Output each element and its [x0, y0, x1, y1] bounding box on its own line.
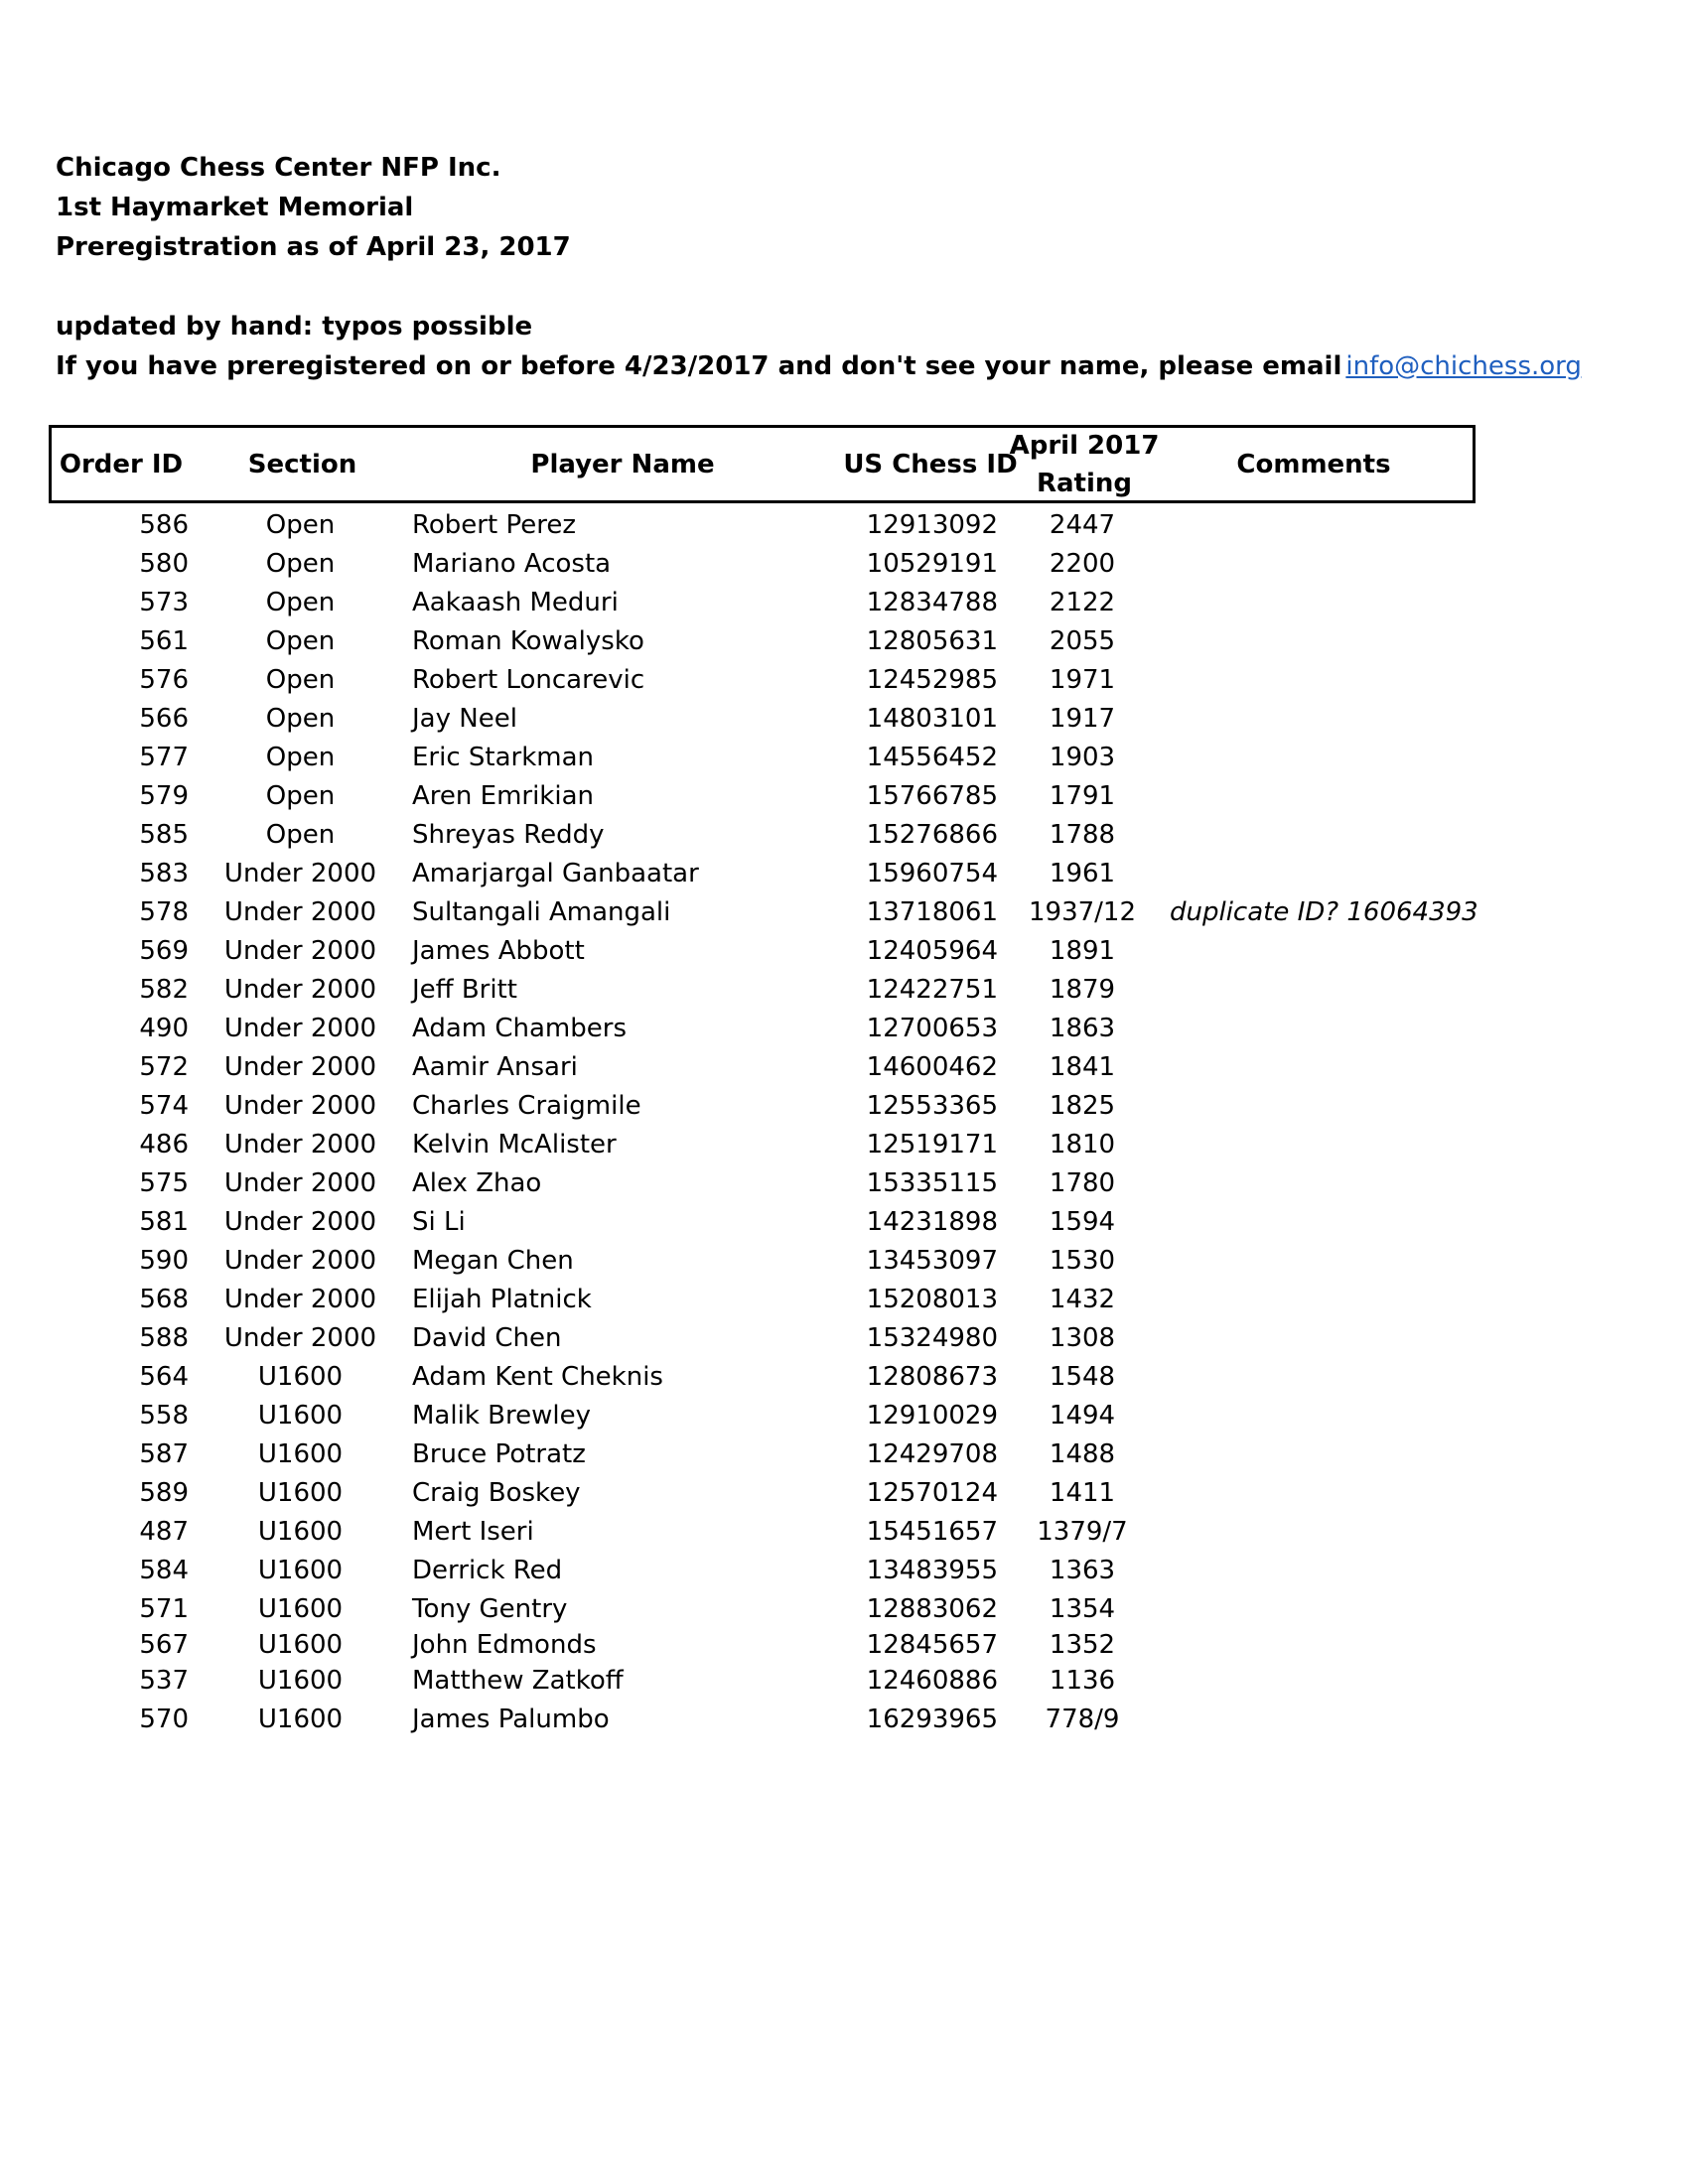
player-name-cell: James Palumbo — [412, 1705, 610, 1734]
rating-cell: 1971 — [1049, 665, 1116, 695]
org-name: Chicago Chess Center NFP Inc. — [56, 153, 501, 183]
section-cell: U1600 — [257, 1630, 344, 1660]
rating-cell: 1791 — [1049, 781, 1116, 811]
order-id-cell: 567 — [139, 1630, 189, 1660]
us-chess-id-cell: 12700653 — [866, 1014, 998, 1043]
us-chess-id-cell: 15208013 — [866, 1285, 998, 1314]
column-header-order-id: Order ID — [59, 449, 184, 479]
email-link[interactable]: info@chichess.org — [1345, 351, 1582, 381]
table-row — [0, 1010, 1688, 1047]
rating-cell: 1788 — [1049, 820, 1116, 850]
player-name-cell: Alex Zhao — [412, 1168, 542, 1198]
rating-cell: 1891 — [1049, 936, 1116, 966]
player-name-cell: Megan Chen — [412, 1246, 574, 1276]
order-id-cell: 572 — [139, 1052, 189, 1082]
column-header-player-name: Player Name — [530, 449, 715, 479]
table-row — [0, 506, 1688, 544]
rating-cell: 1411 — [1049, 1478, 1116, 1508]
us-chess-id-cell: 15335115 — [866, 1168, 998, 1198]
rating-cell: 1488 — [1049, 1439, 1116, 1469]
order-id-cell: 571 — [139, 1594, 189, 1624]
table-row — [0, 971, 1688, 1009]
section-cell: Under 2000 — [223, 936, 377, 966]
us-chess-id-cell: 12808673 — [866, 1362, 998, 1392]
rating-cell: 2055 — [1049, 626, 1116, 656]
table-row — [0, 1435, 1688, 1473]
us-chess-id-cell: 12913092 — [866, 510, 998, 540]
player-name-cell: James Abbott — [412, 936, 585, 966]
section-cell: Under 2000 — [223, 1052, 377, 1082]
rating-cell: 778/9 — [1045, 1705, 1120, 1734]
table-row — [0, 1164, 1688, 1202]
player-name-cell: Derrick Red — [412, 1556, 563, 1585]
table-row — [0, 1358, 1688, 1396]
order-id-cell: 574 — [139, 1091, 189, 1121]
section-cell: U1600 — [257, 1666, 344, 1696]
player-name-cell: Shreyas Reddy — [412, 820, 605, 850]
table-row — [0, 700, 1688, 738]
preregistration-date: Preregistration as of April 23, 2017 — [56, 232, 571, 262]
order-id-cell: 486 — [139, 1130, 189, 1160]
rating-cell: 1961 — [1049, 859, 1116, 888]
order-id-cell: 573 — [139, 588, 189, 617]
player-name-cell: Aamir Ansari — [412, 1052, 578, 1082]
table-row — [0, 1048, 1688, 1086]
order-id-cell: 583 — [139, 859, 189, 888]
player-name-cell: Eric Starkman — [412, 743, 595, 772]
order-id-cell: 579 — [139, 781, 189, 811]
player-name-cell: Amarjargal Ganbaatar — [412, 859, 699, 888]
table-header — [49, 425, 1476, 503]
rating-header-line2: Rating — [1036, 468, 1133, 498]
table-row — [0, 1397, 1688, 1434]
section-cell: U1600 — [257, 1362, 344, 1392]
rating-cell: 1548 — [1049, 1362, 1116, 1392]
player-name-cell: Jeff Britt — [412, 975, 517, 1005]
contact-text: If you have preregistered on or before 4/23/2017 and don't see your name, please email — [56, 351, 1342, 381]
section-cell: Open — [265, 820, 336, 850]
us-chess-id-cell: 12570124 — [866, 1478, 998, 1508]
rating-cell: 1810 — [1049, 1130, 1116, 1160]
rating-cell: 1308 — [1049, 1323, 1116, 1353]
section-cell: Under 2000 — [223, 1168, 377, 1198]
player-name-cell: Craig Boskey — [412, 1478, 581, 1508]
player-name-cell: Si Li — [412, 1207, 466, 1237]
us-chess-id-cell: 12910029 — [866, 1401, 998, 1431]
rating-cell: 1379/7 — [1037, 1517, 1128, 1547]
us-chess-id-cell: 15324980 — [866, 1323, 998, 1353]
order-id-cell: 537 — [139, 1666, 189, 1696]
rating-cell: 1494 — [1049, 1401, 1116, 1431]
table-row — [0, 584, 1688, 621]
section-cell: Open — [265, 704, 336, 734]
section-cell: Under 2000 — [223, 1285, 377, 1314]
us-chess-id-cell: 12553365 — [866, 1091, 998, 1121]
order-id-cell: 585 — [139, 820, 189, 850]
player-name-cell: David Chen — [412, 1323, 562, 1353]
order-id-cell: 564 — [139, 1362, 189, 1392]
order-id-cell: 561 — [139, 626, 189, 656]
table-row — [0, 661, 1688, 699]
rating-cell: 1354 — [1049, 1594, 1116, 1624]
section-cell: Under 2000 — [223, 1014, 377, 1043]
order-id-cell: 490 — [139, 1014, 189, 1043]
column-header-rating — [1009, 428, 1160, 500]
section-cell: U1600 — [257, 1594, 344, 1624]
section-cell: Open — [265, 510, 336, 540]
section-cell: Under 2000 — [223, 1207, 377, 1237]
table-row — [0, 739, 1688, 776]
section-cell: Open — [265, 781, 336, 811]
player-name-cell: Roman Kowalysko — [412, 626, 644, 656]
us-chess-id-cell: 13483955 — [866, 1556, 998, 1585]
comment-cell: duplicate ID? 16064393 — [1170, 897, 1478, 927]
table-row — [0, 1626, 1688, 1664]
column-header-comments: Comments — [1236, 449, 1391, 479]
table-row — [0, 1087, 1688, 1125]
rating-cell: 2447 — [1049, 510, 1116, 540]
us-chess-id-cell: 14803101 — [866, 704, 998, 734]
us-chess-id-cell: 12845657 — [866, 1630, 998, 1660]
event-title: 1st Haymarket Memorial — [56, 193, 414, 222]
section-cell: U1600 — [257, 1556, 344, 1585]
us-chess-id-cell: 12834788 — [866, 588, 998, 617]
order-id-cell: 568 — [139, 1285, 189, 1314]
update-note: updated by hand: typos possible — [56, 312, 533, 341]
order-id-cell: 575 — [139, 1168, 189, 1198]
order-id-cell: 558 — [139, 1401, 189, 1431]
rating-cell: 1879 — [1049, 975, 1116, 1005]
us-chess-id-cell: 15766785 — [866, 781, 998, 811]
order-id-cell: 576 — [139, 665, 189, 695]
rating-cell: 1432 — [1049, 1285, 1116, 1314]
section-cell: Under 2000 — [223, 975, 377, 1005]
table-row — [0, 1242, 1688, 1280]
order-id-cell: 581 — [139, 1207, 189, 1237]
column-header-us-chess-id: US Chess ID — [843, 449, 1018, 479]
us-chess-id-cell: 12519171 — [866, 1130, 998, 1160]
rating-cell: 1594 — [1049, 1207, 1116, 1237]
order-id-cell: 570 — [139, 1705, 189, 1734]
section-cell: U1600 — [257, 1439, 344, 1469]
table-row — [0, 1590, 1688, 1628]
player-name-cell: Charles Craigmile — [412, 1091, 641, 1121]
order-id-cell: 589 — [139, 1478, 189, 1508]
section-cell: U1600 — [257, 1478, 344, 1508]
table-row — [0, 1474, 1688, 1512]
us-chess-id-cell: 15960754 — [866, 859, 998, 888]
order-id-cell: 578 — [139, 897, 189, 927]
table-row — [0, 1662, 1688, 1700]
order-id-cell: 588 — [139, 1323, 189, 1353]
us-chess-id-cell: 14556452 — [866, 743, 998, 772]
section-cell: Under 2000 — [223, 1091, 377, 1121]
section-cell: Under 2000 — [223, 1246, 377, 1276]
table-row — [0, 1319, 1688, 1357]
table-row — [0, 1552, 1688, 1589]
player-name-cell: Adam Chambers — [412, 1014, 627, 1043]
order-id-cell: 577 — [139, 743, 189, 772]
us-chess-id-cell: 13453097 — [866, 1246, 998, 1276]
order-id-cell: 584 — [139, 1556, 189, 1585]
player-name-cell: John Edmonds — [412, 1630, 597, 1660]
us-chess-id-cell: 12429708 — [866, 1439, 998, 1469]
player-name-cell: Jay Neel — [412, 704, 517, 734]
order-id-cell: 569 — [139, 936, 189, 966]
section-cell: Open — [265, 626, 336, 656]
us-chess-id-cell: 16293965 — [866, 1705, 998, 1734]
section-cell: U1600 — [257, 1401, 344, 1431]
table-row — [0, 622, 1688, 660]
table-row — [0, 855, 1688, 892]
us-chess-id-cell: 10529191 — [866, 549, 998, 579]
rating-cell: 1363 — [1049, 1556, 1116, 1585]
player-name-cell: Tony Gentry — [412, 1594, 568, 1624]
us-chess-id-cell: 12460886 — [866, 1666, 998, 1696]
rating-cell: 1841 — [1049, 1052, 1116, 1082]
table-row — [0, 1126, 1688, 1163]
us-chess-id-cell: 14231898 — [866, 1207, 998, 1237]
section-cell: U1600 — [257, 1517, 344, 1547]
player-name-cell: Elijah Platnick — [412, 1285, 592, 1314]
player-name-cell: Malik Brewley — [412, 1401, 591, 1431]
rating-cell: 1937/12 — [1028, 897, 1136, 927]
rating-cell: 1863 — [1049, 1014, 1116, 1043]
rating-cell: 2200 — [1049, 549, 1116, 579]
player-name-cell: Bruce Potratz — [412, 1439, 586, 1469]
player-name-cell: Adam Kent Cheknis — [412, 1362, 663, 1392]
section-cell: Under 2000 — [223, 1130, 377, 1160]
rating-cell: 1352 — [1049, 1630, 1116, 1660]
table-row — [0, 777, 1688, 815]
player-name-cell: Sultangali Amangali — [412, 897, 671, 927]
order-id-cell: 586 — [139, 510, 189, 540]
order-id-cell: 590 — [139, 1246, 189, 1276]
table-row — [0, 816, 1688, 854]
player-name-cell: Matthew Zatkoff — [412, 1666, 624, 1696]
rating-cell: 1136 — [1049, 1666, 1116, 1696]
order-id-cell: 487 — [139, 1517, 189, 1547]
us-chess-id-cell: 12805631 — [866, 626, 998, 656]
us-chess-id-cell: 12422751 — [866, 975, 998, 1005]
section-cell: U1600 — [257, 1705, 344, 1734]
section-cell: Open — [265, 665, 336, 695]
player-name-cell: Kelvin McAlister — [412, 1130, 617, 1160]
table-row — [0, 1513, 1688, 1551]
rating-cell: 1917 — [1049, 704, 1116, 734]
rating-header-line1: April 2017 — [1009, 430, 1160, 461]
table-row — [0, 1701, 1688, 1738]
rating-cell: 1825 — [1049, 1091, 1116, 1121]
us-chess-id-cell: 13718061 — [866, 897, 998, 927]
section-cell: Open — [265, 588, 336, 617]
player-name-cell: Aakaash Meduri — [412, 588, 619, 617]
player-name-cell: Robert Loncarevic — [412, 665, 645, 695]
us-chess-id-cell: 12452985 — [866, 665, 998, 695]
column-header-section: Section — [247, 449, 357, 479]
section-cell: Open — [265, 743, 336, 772]
contact-line — [56, 349, 1582, 383]
section-cell: Under 2000 — [223, 897, 377, 927]
order-id-cell: 566 — [139, 704, 189, 734]
rating-cell: 1530 — [1049, 1246, 1116, 1276]
table-row — [0, 893, 1688, 931]
table-row — [0, 1203, 1688, 1241]
us-chess-id-cell: 14600462 — [866, 1052, 998, 1082]
player-name-cell: Aren Emrikian — [412, 781, 595, 811]
us-chess-id-cell: 12883062 — [866, 1594, 998, 1624]
section-cell: Under 2000 — [223, 859, 377, 888]
table-row — [0, 1281, 1688, 1318]
player-name-cell: Robert Perez — [412, 510, 576, 540]
section-cell: Under 2000 — [223, 1323, 377, 1353]
order-id-cell: 587 — [139, 1439, 189, 1469]
us-chess-id-cell: 15451657 — [866, 1517, 998, 1547]
section-cell: Open — [265, 549, 336, 579]
us-chess-id-cell: 15276866 — [866, 820, 998, 850]
rating-cell: 2122 — [1049, 588, 1116, 617]
order-id-cell: 582 — [139, 975, 189, 1005]
rating-cell: 1903 — [1049, 743, 1116, 772]
player-name-cell: Mariano Acosta — [412, 549, 612, 579]
us-chess-id-cell: 12405964 — [866, 936, 998, 966]
player-name-cell: Mert Iseri — [412, 1517, 534, 1547]
table-row — [0, 545, 1688, 583]
table-row — [0, 932, 1688, 970]
order-id-cell: 580 — [139, 549, 189, 579]
rating-cell: 1780 — [1049, 1168, 1116, 1198]
